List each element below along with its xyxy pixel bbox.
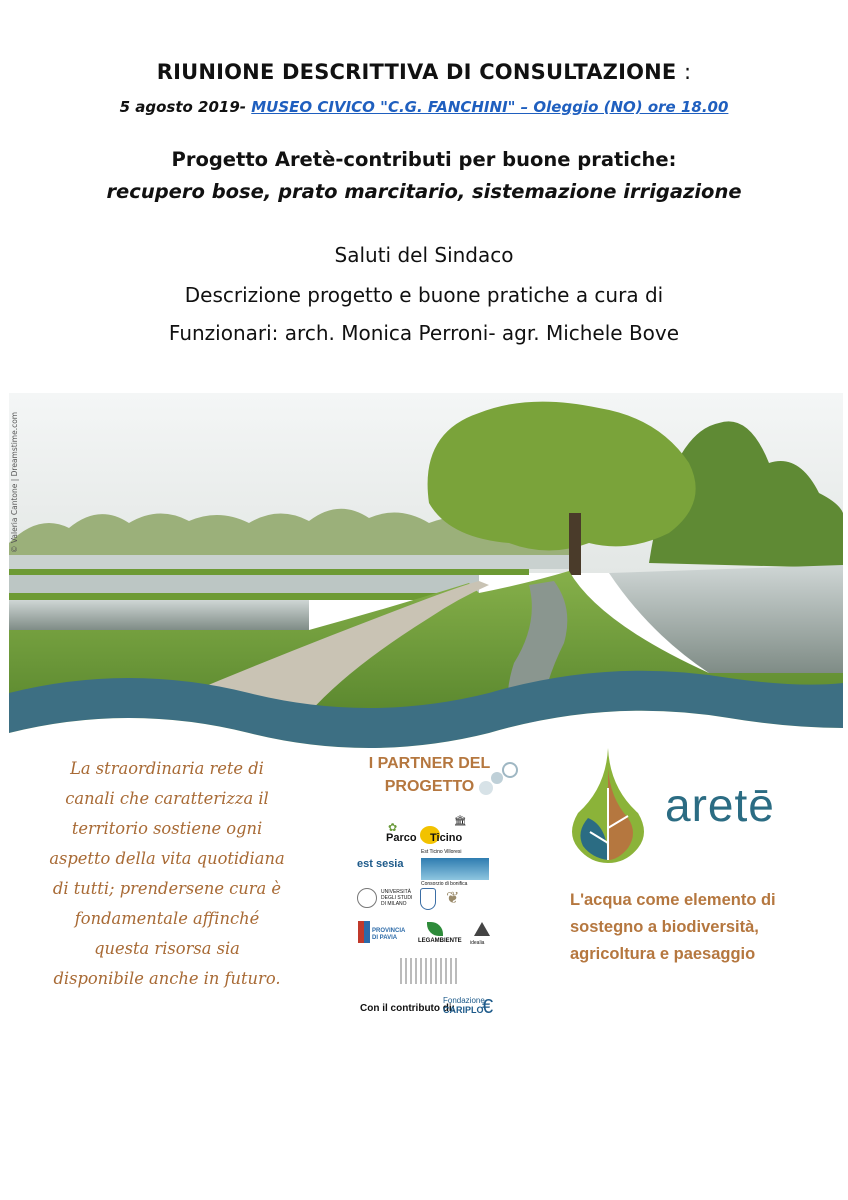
page-title	[0, 60, 848, 84]
tagline-line: L'acqua come elemento di	[570, 891, 776, 909]
quote-line: territorio sostiene ogni	[71, 819, 263, 838]
location-link[interactable]: MUSEO CIVICO "C.G. FANCHINI" – Oleggio (NO) ore 18.00	[251, 98, 729, 116]
quote-line: canali che caratterizza il	[65, 789, 269, 808]
big-tree-trunk	[569, 513, 581, 575]
paddy-far	[9, 555, 569, 569]
paddy-mid	[9, 575, 479, 593]
quote-line: questa risorsa sia	[94, 939, 240, 958]
leaf-icon: ✿	[388, 822, 398, 834]
partners-title-line-1: I PARTNER DEL	[368, 755, 491, 772]
quote-line: fondamentale affinché	[74, 909, 260, 928]
triangle-icon	[474, 922, 490, 936]
shield-icon	[420, 888, 436, 910]
tagline-line: agricoltura e paesaggio	[570, 945, 756, 963]
fondazione-logo: Fondazione	[443, 996, 485, 1005]
villoresi-label: Est Ticino Villoresi	[421, 849, 462, 855]
unimi-logo: UNIVERSITÀ DEGLI STUDI DI MILANO	[381, 889, 413, 907]
provincia-flag-icon	[358, 921, 370, 943]
unimi-seal-icon	[357, 888, 377, 908]
paddy-bank-1	[9, 569, 529, 575]
program-line-speakers: Funzionari: arch. Monica Perroni- agr. Michele Bove	[168, 321, 680, 345]
title-colon: :	[684, 60, 692, 84]
project-subtitle: recupero bose, prato marcitario, sistemazione irrigazione	[106, 180, 742, 203]
event-date-location	[0, 98, 848, 116]
ideas-logo: idealia	[470, 940, 485, 946]
tagline	[570, 887, 830, 968]
villoresi-logo	[421, 858, 489, 880]
paddy-near	[9, 600, 309, 630]
program-line-description: Descrizione progetto e buone pratiche a cura di	[184, 283, 664, 307]
event-date: 5 agosto 2019-	[119, 98, 247, 116]
institution-icon: 🏛	[454, 816, 467, 827]
quote-line: La straordinaria rete di	[70, 759, 264, 778]
quote-line: disponibile anche in futuro.	[53, 969, 281, 988]
program-line-greetings: Saluti del Sindaco	[334, 243, 514, 267]
title-text: RIUNIONE DESCRITTIVA DI CONSULTAZIONE	[156, 60, 677, 84]
parco-ticino-logo	[386, 816, 467, 844]
parco-text: Parco	[386, 832, 417, 844]
quote-block	[36, 754, 298, 994]
paddy-bank-2	[9, 593, 449, 600]
ticino-text: Ticino	[430, 832, 463, 844]
drop-logo-icon	[568, 748, 648, 863]
tagline-line: sostegno a biodiversità,	[570, 918, 759, 936]
quote-line: di tutti; prendersene cura è	[52, 879, 282, 898]
quote-line: aspetto della vita quotidiana	[49, 849, 285, 868]
grid-logo-icon	[400, 958, 460, 984]
provincia-pavia-logo: PROVINCIA DI PAVIA	[372, 928, 406, 941]
landscape-photo	[9, 393, 843, 753]
project-title: Progetto Aretè-contributi per buone pratiche:	[171, 148, 677, 171]
consorzio-label: Consorzio di bonifica	[421, 881, 468, 887]
est-sesia-logo: est sesia	[357, 858, 404, 870]
photo-credit: © Valeria Cantone | Dreamstime.com	[10, 411, 19, 553]
cariplo-logo: CARIPLO	[443, 1005, 484, 1015]
cariplo-mark-icon: €	[482, 996, 494, 1018]
contributo-label: Con il contributo di:	[360, 1003, 455, 1014]
brand-name: aretē	[665, 779, 775, 831]
butterfly-icon: ❦	[446, 890, 460, 907]
bubbles-icon	[472, 760, 522, 800]
partners-title-line-2: PROGETTO	[384, 778, 475, 795]
legambiente-logo: LEGAMBIENTE	[418, 938, 462, 944]
